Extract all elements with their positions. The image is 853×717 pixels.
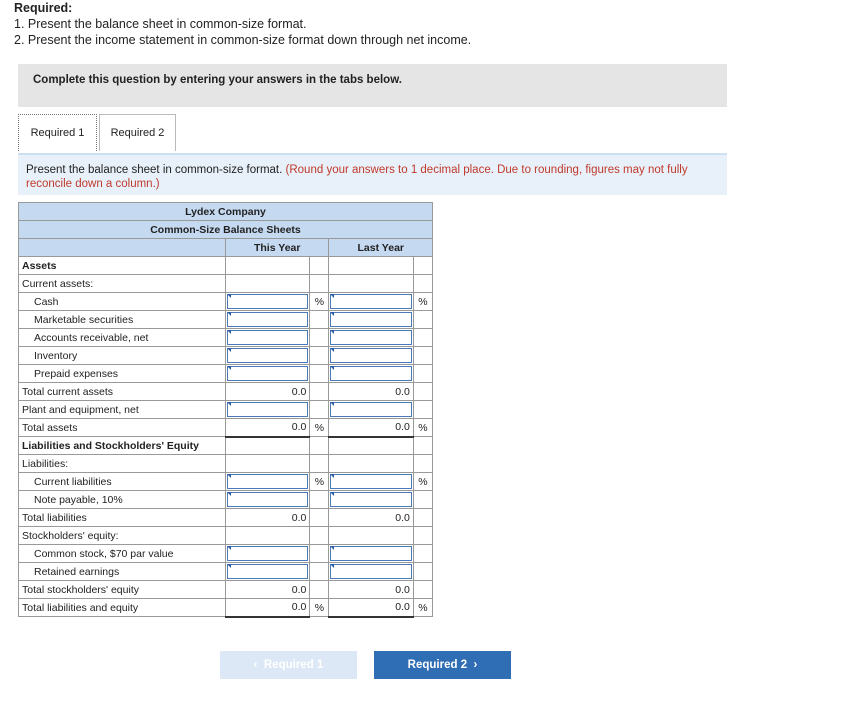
total-le-this: 0.0 bbox=[226, 599, 310, 617]
note-this-input[interactable] bbox=[226, 491, 310, 509]
percent-sign: % bbox=[413, 599, 432, 617]
note-last-input[interactable] bbox=[329, 491, 413, 509]
cash-this-input[interactable] bbox=[226, 293, 310, 311]
row-label: Total liabilities bbox=[19, 509, 226, 527]
prepaid-last-input[interactable] bbox=[329, 365, 413, 383]
current-liab-this-input[interactable] bbox=[226, 473, 310, 491]
required-item-1: 1. Present the balance sheet in common-size format. bbox=[14, 17, 307, 31]
table-row bbox=[19, 455, 433, 473]
table-row bbox=[19, 563, 433, 581]
banner-text: Complete this question by entering your answers in the tabs below. bbox=[33, 74, 402, 86]
total-se-this: 0.0 bbox=[226, 581, 310, 599]
table-row bbox=[19, 437, 433, 455]
table-row bbox=[19, 275, 433, 293]
table-title: Common-Size Balance Sheets bbox=[19, 221, 433, 239]
table-row bbox=[19, 473, 433, 491]
total-liab-last: 0.0 bbox=[329, 509, 413, 527]
receivable-last-input[interactable] bbox=[329, 329, 413, 347]
row-label: Total stockholders' equity bbox=[19, 581, 226, 599]
col-this-year: This Year bbox=[226, 239, 329, 257]
cash-last-input[interactable] bbox=[329, 293, 413, 311]
table-row bbox=[19, 383, 433, 401]
inventory-this-input[interactable] bbox=[226, 347, 310, 365]
row-label: Assets bbox=[19, 257, 226, 275]
row-label: Current liabilities bbox=[19, 473, 226, 491]
required-heading: Required: bbox=[14, 1, 73, 15]
prev-button-label: Required 1 bbox=[263, 659, 324, 671]
table-row bbox=[19, 401, 433, 419]
receivable-this-input[interactable] bbox=[226, 329, 310, 347]
instruction-banner bbox=[18, 64, 727, 107]
tab-required-1[interactable]: Required 1 bbox=[18, 114, 97, 151]
table-row bbox=[19, 419, 433, 437]
row-label: Inventory bbox=[19, 347, 226, 365]
percent-sign: % bbox=[310, 293, 329, 311]
total-assets-last: 0.0 bbox=[329, 419, 413, 437]
common-last-input[interactable] bbox=[329, 545, 413, 563]
tab-required-2[interactable]: Required 2 bbox=[99, 114, 176, 151]
table-row bbox=[19, 599, 433, 617]
table-row bbox=[19, 491, 433, 509]
total-assets-this: 0.0 bbox=[226, 419, 310, 437]
row-label: Liabilities and Stockholders' Equity bbox=[19, 437, 226, 455]
instruction-note: (Round your answers to 1 decimal place. Due to rounding, figures may not fully reconcile down a column.) bbox=[26, 164, 688, 190]
plant-last-input[interactable] bbox=[329, 401, 413, 419]
next-button-label: Required 2 bbox=[407, 659, 468, 671]
required-item-2: 2. Present the income statement in common-size format down through net income. bbox=[14, 33, 472, 47]
row-label: Note payable, 10% bbox=[19, 491, 226, 509]
row-label: Stockholders' equity: bbox=[19, 527, 226, 545]
securities-last-input[interactable] bbox=[329, 311, 413, 329]
securities-this-input[interactable] bbox=[226, 311, 310, 329]
table-row bbox=[19, 545, 433, 563]
inventory-last-input[interactable] bbox=[329, 347, 413, 365]
chevron-right-icon: › bbox=[473, 659, 478, 671]
requirements bbox=[14, 0, 471, 48]
prev-required-button[interactable] bbox=[220, 651, 357, 679]
total-current-last: 0.0 bbox=[329, 383, 413, 401]
table-row bbox=[19, 581, 433, 599]
balance-sheet-table bbox=[18, 202, 433, 618]
row-label: Accounts receivable, net bbox=[19, 329, 226, 347]
retained-last-input[interactable] bbox=[329, 563, 413, 581]
percent-sign: % bbox=[413, 473, 432, 491]
percent-sign: % bbox=[310, 599, 329, 617]
table-row bbox=[19, 293, 433, 311]
table-row bbox=[19, 509, 433, 527]
instruction-main: Present the balance sheet in common-size format. bbox=[26, 164, 283, 176]
total-current-this: 0.0 bbox=[226, 383, 310, 401]
total-liab-this: 0.0 bbox=[226, 509, 310, 527]
percent-sign: % bbox=[413, 293, 432, 311]
table-row bbox=[19, 311, 433, 329]
plant-this-input[interactable] bbox=[226, 401, 310, 419]
row-label: Common stock, $70 par value bbox=[19, 545, 226, 563]
question-instruction bbox=[18, 153, 727, 195]
row-label: Marketable securities bbox=[19, 311, 226, 329]
percent-sign: % bbox=[310, 473, 329, 491]
prepaid-this-input[interactable] bbox=[226, 365, 310, 383]
row-label: Plant and equipment, net bbox=[19, 401, 226, 419]
col-last-year: Last Year bbox=[329, 239, 433, 257]
company-name: Lydex Company bbox=[19, 203, 433, 221]
table-row bbox=[19, 329, 433, 347]
chevron-left-icon: ‹ bbox=[253, 659, 258, 671]
table-row bbox=[19, 257, 433, 275]
percent-sign: % bbox=[413, 419, 432, 437]
row-label: Liabilities: bbox=[19, 455, 226, 473]
common-this-input[interactable] bbox=[226, 545, 310, 563]
next-required-button[interactable] bbox=[374, 651, 511, 679]
table-row bbox=[19, 527, 433, 545]
row-label: Total assets bbox=[19, 419, 226, 437]
table-row bbox=[19, 347, 433, 365]
row-label: Current assets: bbox=[19, 275, 226, 293]
row-label: Retained earnings bbox=[19, 563, 226, 581]
total-le-last: 0.0 bbox=[329, 599, 413, 617]
row-label: Total current assets bbox=[19, 383, 226, 401]
total-se-last: 0.0 bbox=[329, 581, 413, 599]
table-row bbox=[19, 365, 433, 383]
retained-this-input[interactable] bbox=[226, 563, 310, 581]
row-label: Total liabilities and equity bbox=[19, 599, 226, 617]
percent-sign: % bbox=[310, 419, 329, 437]
row-label: Cash bbox=[19, 293, 226, 311]
row-label: Prepaid expenses bbox=[19, 365, 226, 383]
current-liab-last-input[interactable] bbox=[329, 473, 413, 491]
